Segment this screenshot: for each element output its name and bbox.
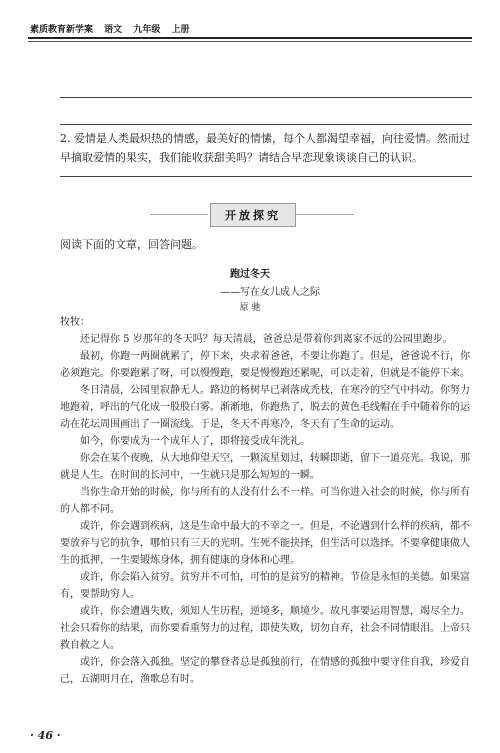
body-paragraph: 还记得你 5 岁那年的冬天吗？每天清晨，爸爸总是带着你到离家不远的公园里跑步。 <box>80 334 453 345</box>
body-paragraph: 冬日清晨，公园里寂静无人。路边的杨树早已剥落成秃枝，在寒冷的空气中抖动。你努力地跑着，呼出的气化成一股股白雾。渐渐地，你跑热了，脱去的黄色毛线帽在手中随着你的运动在花坛周围画出了一圈流线。于是，冬天不再寒冷，冬天有了生命的运动。 <box>60 385 470 430</box>
body-paragraph: 或许，你会落入孤独。坚定的攀登者总是孤独前行，在情感的孤独中要守住自我，珍爱自己，五湖明月在，渔歌总有时。 <box>60 657 470 685</box>
article-title: 跑过冬天 <box>230 269 270 280</box>
header-rule-thin <box>28 41 472 42</box>
answer-line <box>60 124 472 125</box>
instruction-text: 阅读下面的文章，回答问题。 <box>60 238 203 251</box>
volume-label: 上册 <box>171 25 190 35</box>
article-body <box>60 314 472 688</box>
body-paragraph: 你会在某个夜晚，从大地仰望天空，一颗流星划过，转瞬即逝，留下一道亮光。我说，那就是人生。在时间的长河中，一生就只是那么短短的一瞬。 <box>60 453 470 481</box>
body-paragraph: 如今，你要成为一个成年人了，即将接受成年洗礼。 <box>80 436 310 447</box>
header-rule <box>28 37 472 39</box>
body-paragraph: 或许，你会遇到疾病，这是生命中最大的不幸之一。但是，不论遇到什么样的疾病，都不要放弃与它的抗争，哪怕只有三天的光明。生死不能抉择，但生活可以选择。不要拿健康做人生的抵押，一生要锻炼身体，拥有健康的身体和心理。 <box>60 521 470 566</box>
answer-line <box>60 176 472 177</box>
body-paragraph: 或许，你会遭遇失败，须知人生历程，逆境多，顺境少。故凡事要运用智慧，竭尽全力。社会只看你的结果，而你要看重努力的过程，即使失败，切勿自弃，社会不同情眼泪。上帝只救自救之人。 <box>60 606 470 651</box>
article-subtitle: ——写在女儿成人之际 <box>220 287 320 298</box>
subject-label: 语文 <box>104 25 123 35</box>
banner-rule-left <box>150 214 208 215</box>
body-paragraph: 最初，你跑一两圈就累了，停下来，央求着爸爸，不要让你跑了。但是，爸爸说不行，你必须跑完。你要跑累了呀，可以慢慢跑，要是慢慢跑还累呢，可以走着，但就是不能停下来。 <box>60 351 470 379</box>
banner-rule-right <box>296 214 354 215</box>
question-2: 2. 爱情是人类最炽热的情感，最美好的情愫，每个人都渴望幸福，向往爱情。然而过早摘取爱情的果实，我们能收获甜美吗？请结合早恋现象谈谈自己的认识。 <box>60 132 470 164</box>
book-title: 素质教育新学案 <box>30 25 94 35</box>
body-paragraph: 当你生命开始的时候，你与所有的人没有什么不一样。可当你进入社会的时候，你与所有的人都不同。 <box>60 487 470 515</box>
body-paragraph: 或许，你会陷入贫穷。贫穷并不可怕，可怕的是贫穷的精神。节俭是永恒的美德。如果富有，要帮助穷人。 <box>60 572 470 600</box>
answer-line <box>60 97 472 98</box>
running-header <box>30 22 470 35</box>
grade-label: 九年级 <box>133 25 161 35</box>
article-author: 原 驰 <box>239 303 261 313</box>
page-number: · 46 · <box>30 729 61 742</box>
salutation: 牧牧： <box>60 317 90 328</box>
section-banner: 开放探究 <box>210 203 296 227</box>
